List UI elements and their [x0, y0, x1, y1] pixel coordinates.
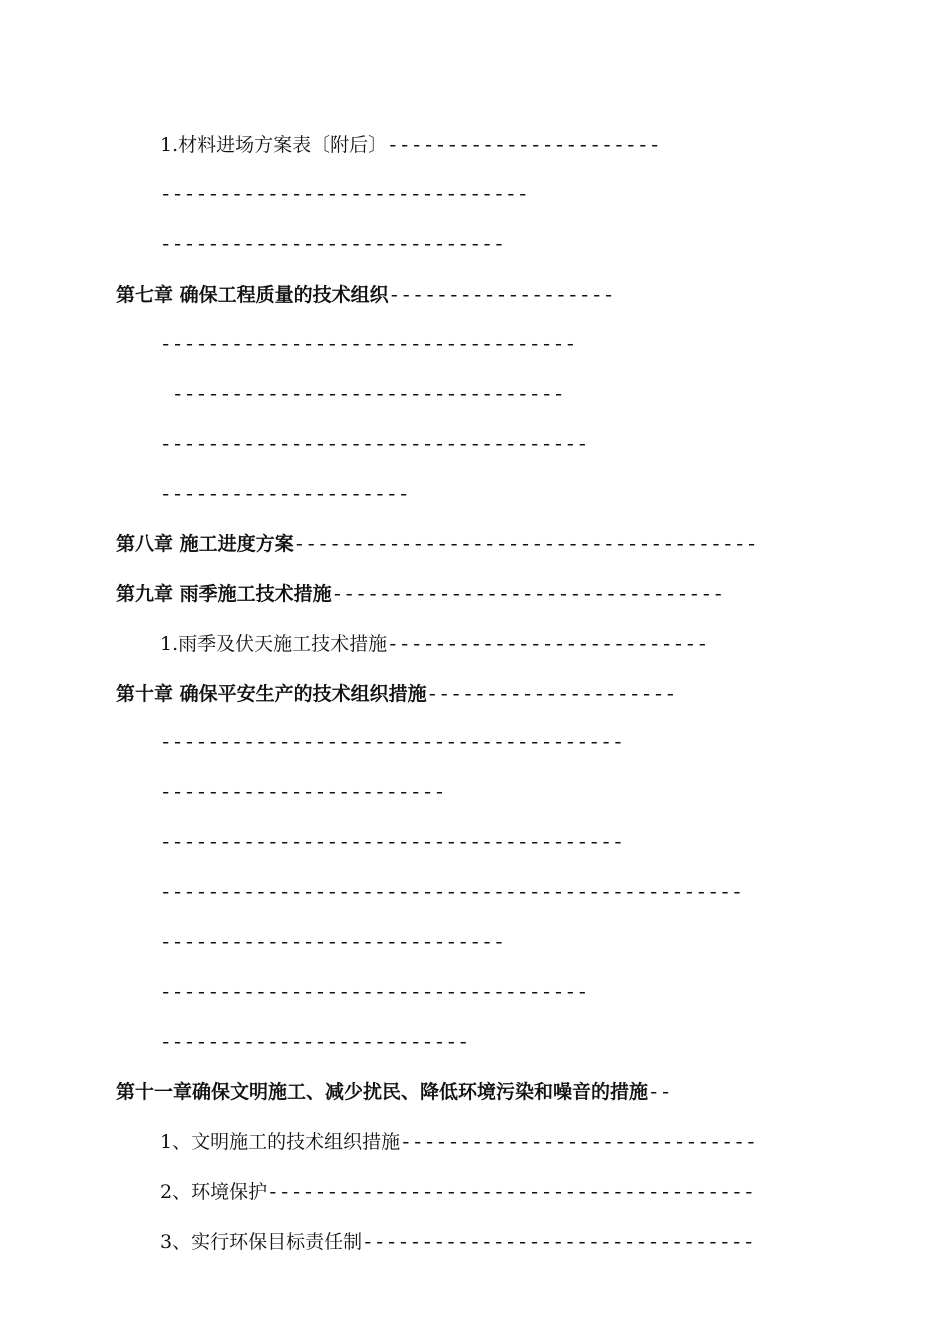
- toc-line-leader: [172, 382, 565, 406]
- toc-chapter-7: [116, 283, 615, 307]
- toc-line-leader: [160, 930, 505, 954]
- toc-leader: -----------------------------------------: [267, 1182, 756, 1204]
- toc-leader: -----------------------------: [160, 234, 506, 256]
- toc-text: 2、环境保护: [160, 1181, 268, 1203]
- toc-leader: ------------------------------------: [160, 434, 589, 456]
- toc-text: 第九章 雨季施工技术措施: [116, 583, 332, 605]
- toc-leader: ---------------------------: [387, 634, 709, 656]
- toc-line-materials: [160, 133, 661, 157]
- toc-leader: ---------------------------------------: [293, 534, 758, 556]
- toc-leader: -----------------------------: [160, 932, 506, 954]
- toc-line-leader: [160, 432, 588, 456]
- toc-leader: ------------------------------------: [160, 982, 589, 1004]
- toc-section-civilized: [160, 1130, 757, 1154]
- toc-text: 3、实行环保目标责任制: [160, 1231, 363, 1253]
- toc-leader: -----------------------------------: [160, 334, 577, 356]
- toc-text: 第七章 确保工程质量的技术组织: [116, 284, 389, 306]
- toc-leader: -----------------------: [387, 135, 661, 157]
- toc-leader: ---------------------------------------: [160, 732, 625, 754]
- toc-line-leader: [160, 880, 743, 904]
- toc-leader: ---------------------: [160, 484, 410, 506]
- toc-text: 1.雨季及伏天施工技术措施: [160, 633, 388, 655]
- toc-leader: -------------------------------: [160, 184, 529, 206]
- toc-text: 第八章 施工进度方案: [116, 533, 294, 555]
- toc-leader: ---------------------------------: [172, 384, 565, 406]
- toc-leader: --------------------------: [160, 1032, 470, 1054]
- toc-chapter-11: [116, 1080, 672, 1104]
- toc-section-environment: [160, 1180, 755, 1204]
- toc-chapter-9: [116, 582, 724, 606]
- toc-line-leader: [160, 1030, 469, 1054]
- toc-leader: ---------------------------------: [331, 584, 725, 606]
- toc-text: 第十一章确保文明施工、减少扰民、降低环境污染和噪音的措施: [116, 1081, 649, 1103]
- toc-leader: --: [648, 1082, 672, 1104]
- toc-leader: -------------------: [388, 285, 615, 307]
- toc-leader: ---------------------------------------: [160, 832, 625, 854]
- toc-chapter-10: [116, 682, 677, 706]
- toc-leader: -------------------------------------------------: [160, 882, 744, 904]
- toc-line-leader: [160, 730, 624, 754]
- toc-text: 1、文明施工的技术组织措施: [160, 1131, 401, 1153]
- toc-line-leader: [160, 232, 505, 256]
- toc-section-rain: [160, 632, 709, 656]
- toc-line-leader: [160, 332, 577, 356]
- toc-leader: ------------------------------: [400, 1132, 758, 1154]
- toc-line-leader: [160, 980, 588, 1004]
- toc-line-leader: [160, 830, 624, 854]
- toc-leader: ------------------------: [160, 782, 446, 804]
- toc-leader: ---------------------------------: [362, 1232, 755, 1254]
- toc-line-leader: [160, 182, 529, 206]
- toc-leader: ---------------------: [426, 684, 677, 706]
- toc-line-leader: [160, 482, 410, 506]
- toc-text: 1.材料进场方案表〔附后〕: [160, 134, 388, 156]
- toc-section-responsibility: [160, 1230, 755, 1254]
- toc-chapter-8: [116, 532, 758, 556]
- toc-line-leader: [160, 780, 446, 804]
- toc-text: 第十章 确保平安生产的技术组织措施: [116, 683, 427, 705]
